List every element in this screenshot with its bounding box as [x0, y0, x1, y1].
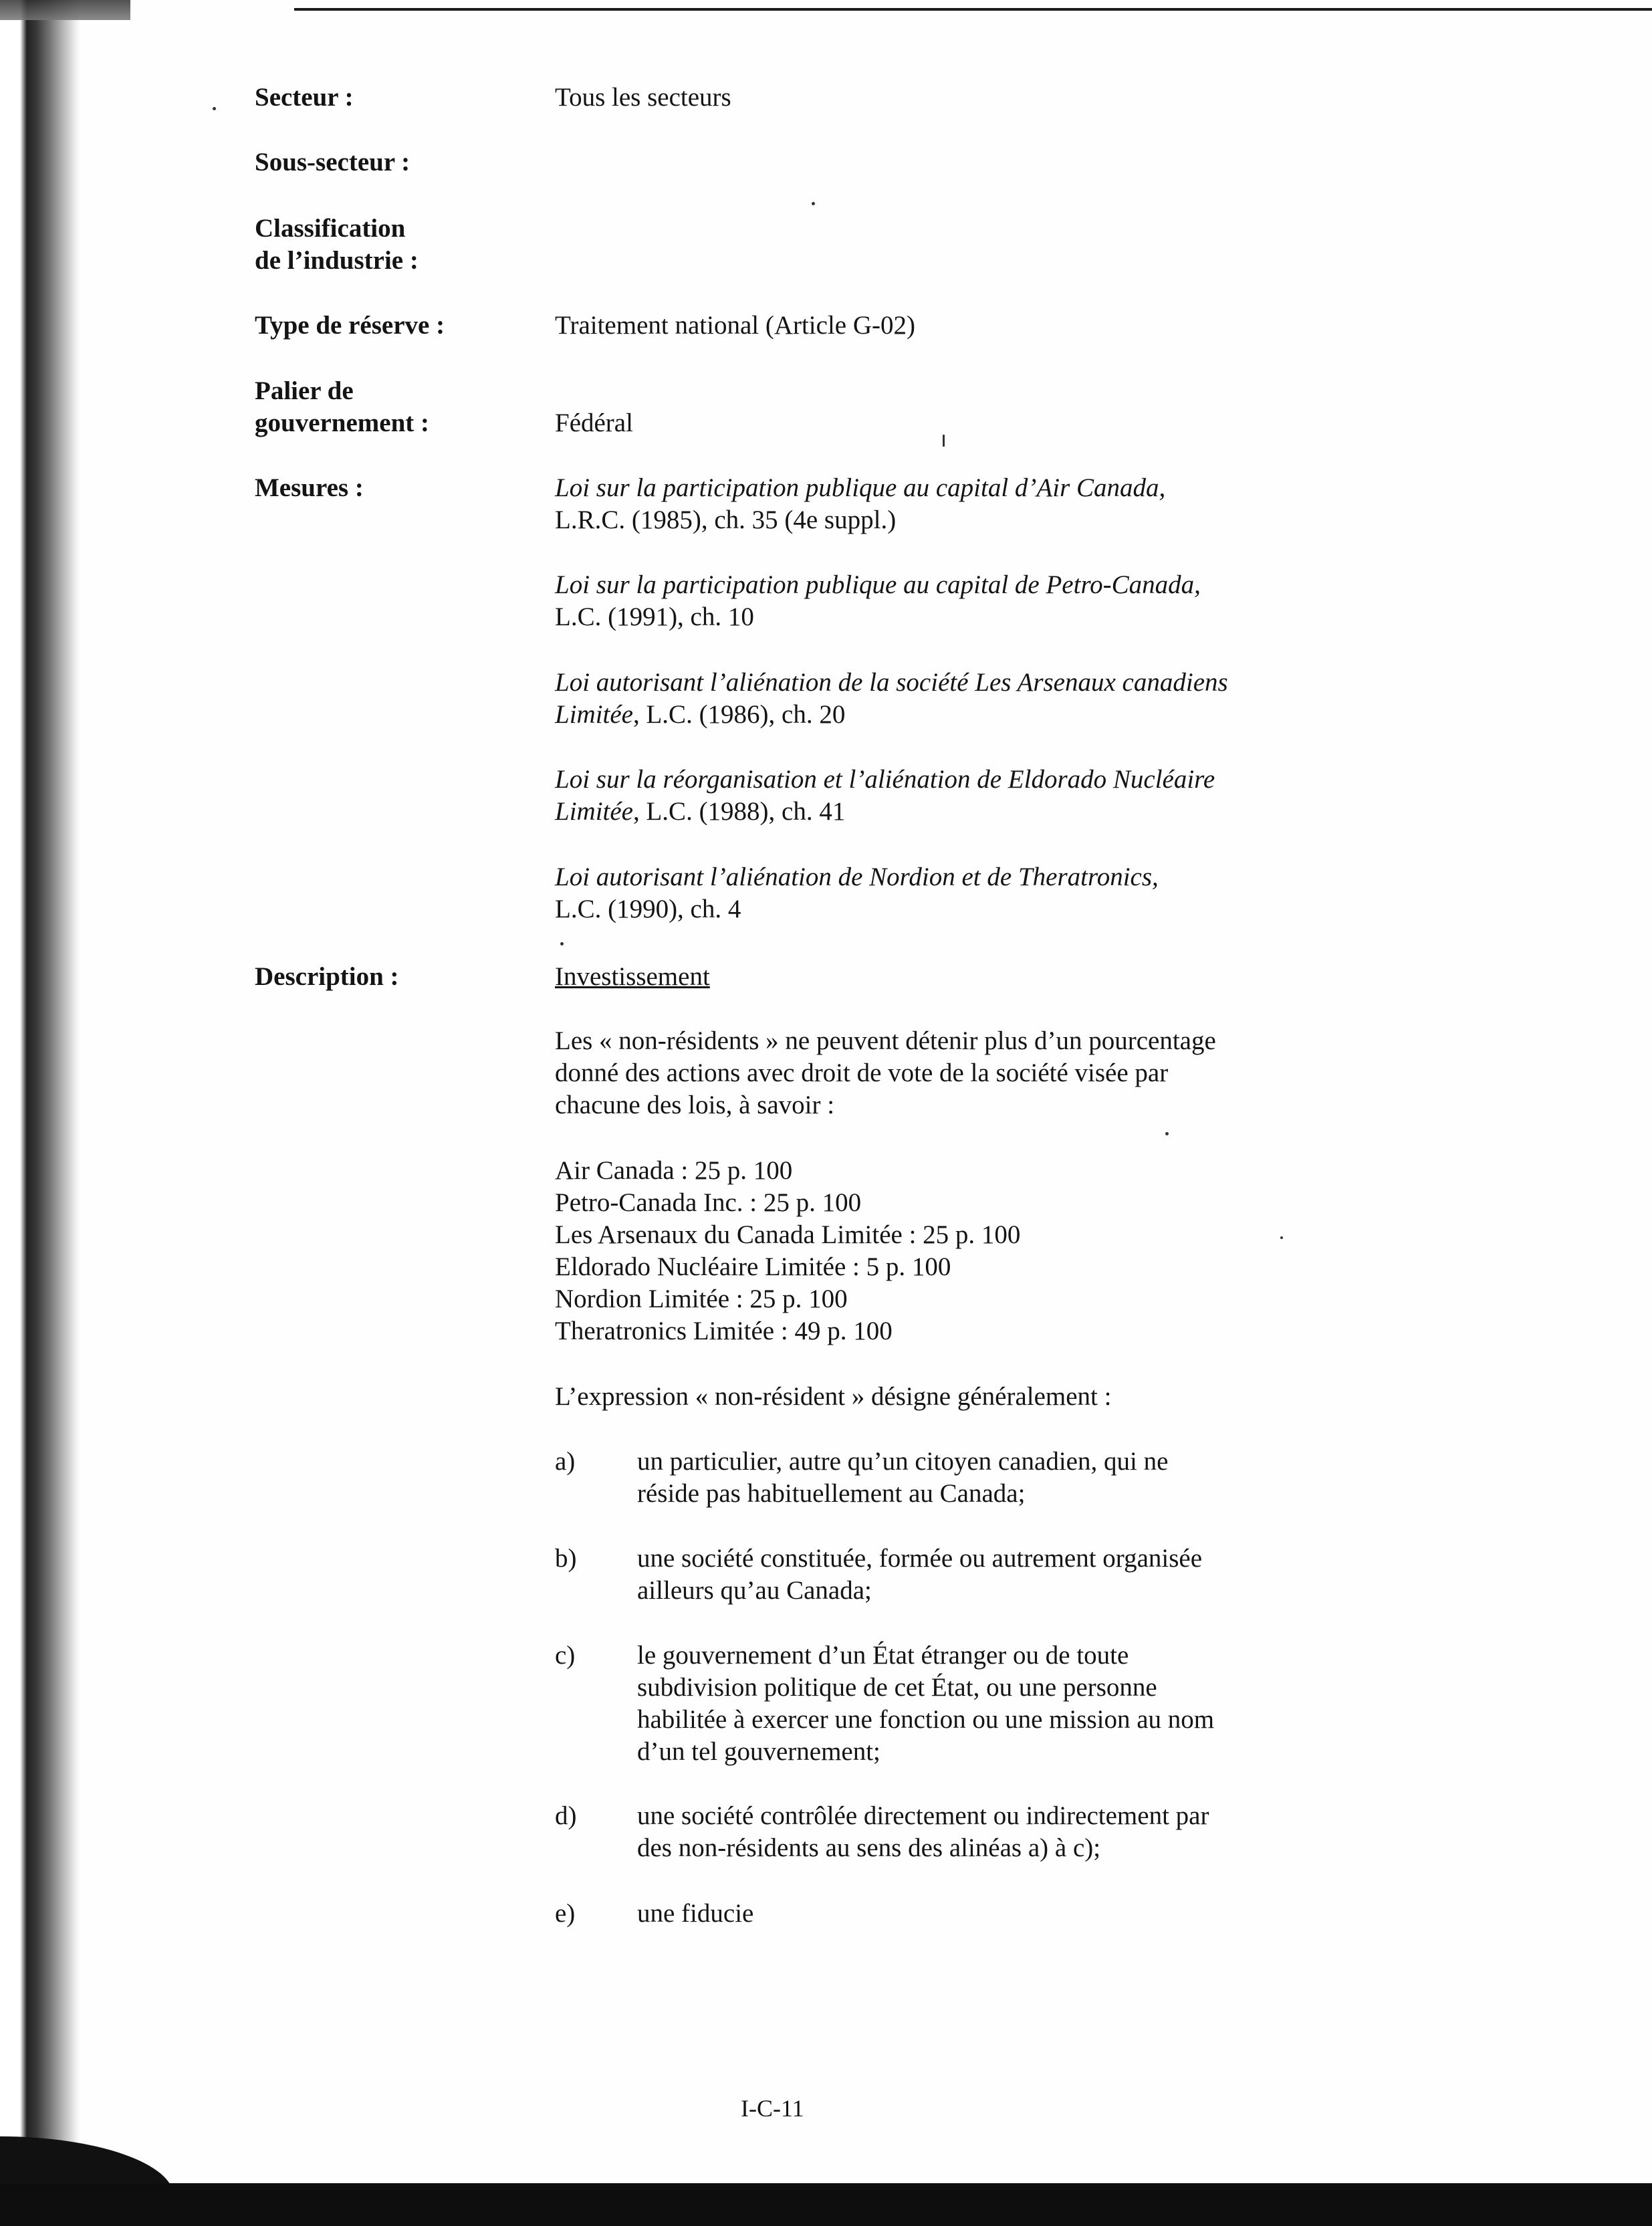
scan-speck	[1165, 1132, 1169, 1135]
definition-letter: a)	[555, 1447, 576, 1476]
holding-item: Nordion Limitée : 25 p. 100	[555, 1285, 848, 1313]
scan-top-rule	[294, 8, 1652, 11]
definition-letter: e)	[555, 1899, 576, 1928]
description-heading: Investissement	[555, 962, 710, 991]
holding-item: Air Canada : 25 p. 100	[555, 1156, 793, 1185]
value-secteur: Tous les secteurs	[555, 83, 731, 112]
scan-binding-edge	[0, 0, 80, 2226]
scan-speck	[943, 435, 945, 447]
definition-text: une société constituée, formée ou autrement organisée ailleurs qu’au Canada;	[637, 1544, 1203, 1605]
label-sous-secteur: Sous-secteur :	[255, 148, 410, 177]
mesure-5: Loi autorisant l’aliénation de Nordion et de Theratronics, L.C. (1990), ch. 4	[555, 863, 1159, 923]
label-description: Description :	[255, 962, 399, 991]
value-type-reserve: Traitement national (Article G-02)	[555, 311, 915, 340]
definition-intro: L’expression « non-résident » désigne généralement :	[555, 1382, 1112, 1411]
definition-letter: c)	[555, 1641, 576, 1670]
label-type-reserve: Type de réserve :	[255, 311, 445, 340]
label-mesures: Mesures :	[255, 473, 364, 502]
page-number: I-C-11	[741, 2095, 804, 2122]
mesure-1: Loi sur la participation publique au capital d’Air Canada, L.R.C. (1985), ch. 35 (4e suppl.)	[555, 473, 1166, 534]
definition-text: une fiducie	[637, 1899, 754, 1928]
label-palier: Palier de gouvernement :	[255, 376, 430, 437]
label-classification: Classification de l’industrie :	[255, 214, 419, 275]
definition-text: un particulier, autre qu’un citoyen canadien, qui ne réside pas habituellement au Canada;	[637, 1447, 1169, 1508]
holding-item: Theratronics Limitée : 49 p. 100	[555, 1317, 893, 1345]
description-intro: Les « non-résidents » ne peuvent détenir plus d’un pourcentage donné des actions avec droit de vote de la société visée par chacune des lois, à savoir :	[555, 1026, 1216, 1119]
scan-speck	[213, 107, 216, 110]
mesure-2: Loi sur la participation publique au capital de Petro-Canada, L.C. (1991), ch. 10	[555, 570, 1201, 631]
label-secteur: Secteur :	[255, 83, 354, 112]
holding-item: Les Arsenaux du Canada Limitée : 25 p. 100	[555, 1220, 1021, 1249]
holdings-list	[555, 1155, 1020, 1347]
scan-bottom-band	[0, 2183, 1652, 2226]
scan-speck	[1280, 1236, 1283, 1239]
mesure-4: Loi sur la réorganisation et l’aliénation de Eldorado Nucléaire Limitée, L.C. (1988), ch. 41	[555, 765, 1215, 826]
holding-item: Eldorado Nucléaire Limitée : 5 p. 100	[555, 1252, 951, 1281]
holding-item: Petro-Canada Inc. : 25 p. 100	[555, 1188, 862, 1217]
definition-text: le gouvernement d’un État étranger ou de toute subdivision politique de cet État, ou une personne habilitée à exercer une fonction ou une mission au nom d’un tel gouvernement;	[637, 1641, 1215, 1766]
scan-speck	[560, 942, 564, 945]
scan-speck	[812, 202, 815, 205]
value-palier: Fédéral	[555, 409, 633, 437]
definition-text: une société contrôlée directement ou indirectement par des non-résidents au sens des alinéas a) à c);	[637, 1801, 1209, 1862]
scan-top-left-mark	[0, 0, 130, 20]
definition-letter: d)	[555, 1801, 577, 1830]
mesure-3: Loi autorisant l’aliénation de la société Les Arsenaux canadiens Limitée, L.C. (1986), ch. 20	[555, 668, 1228, 729]
definition-letter: b)	[555, 1544, 577, 1573]
